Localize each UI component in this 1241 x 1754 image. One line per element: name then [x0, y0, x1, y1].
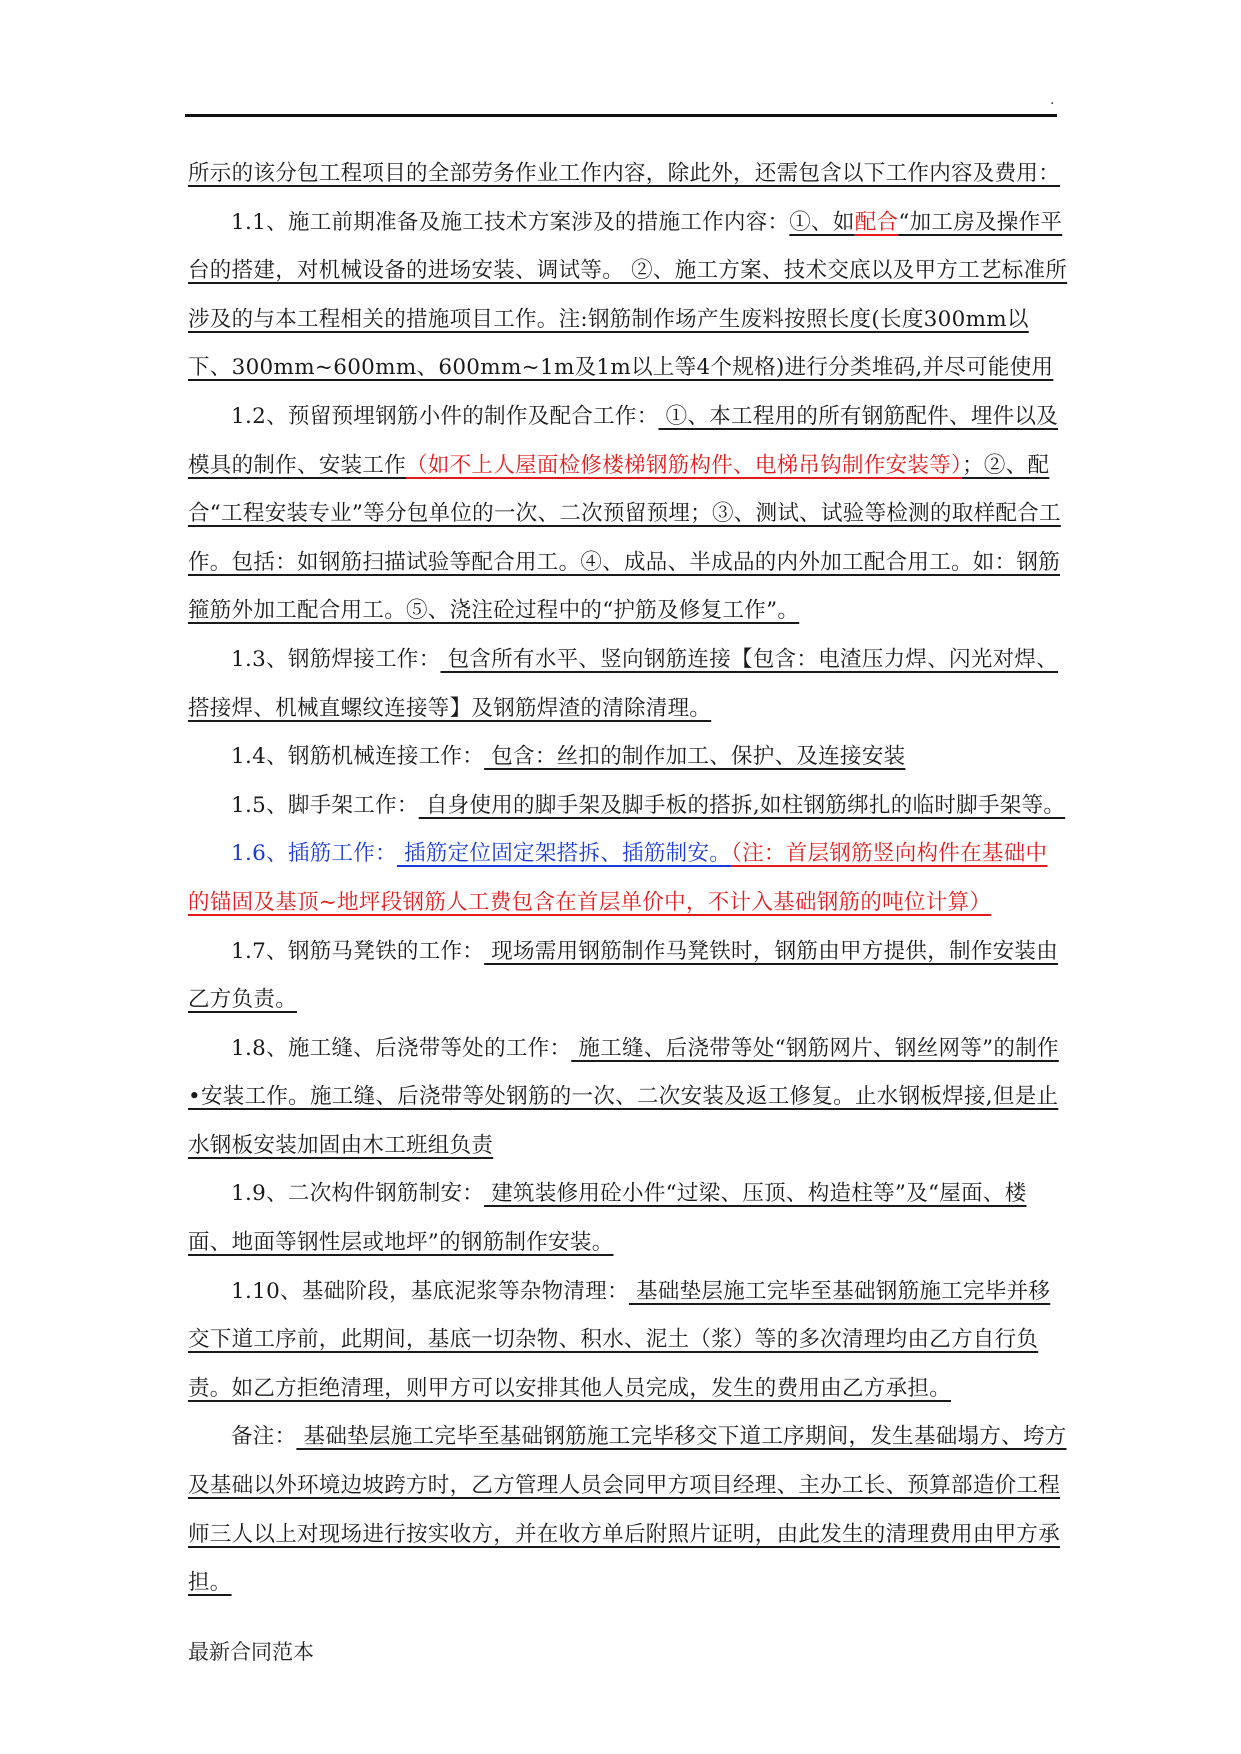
clause-heading: 1.4、钢筋机械连接工作： — [231, 744, 485, 770]
text-segment: 自身使用的脚手架及脚手板的搭拆,如柱钢筋绑扎的临时脚手架等。 — [418, 792, 1066, 818]
corner-mark: . — [1050, 92, 1055, 108]
clause-1-5 — [188, 782, 1068, 831]
clause-1-3 — [188, 636, 1068, 733]
clause-1-6 — [188, 830, 1068, 927]
clause-heading: 1.3、钢筋焊接工作： — [231, 646, 441, 672]
text-segment: 施工缝、后浇带等处“钢筋网片、钢丝网等”的制作•安装工作。施工缝、后浇带等处钢筋的一次、二次安装及返工修复。止水钢板焊接,但是止水钢板安装加固由木工班组负责 — [188, 1035, 1059, 1158]
remarks-heading: 备注： — [231, 1424, 297, 1450]
text-segment: 现场需用钢筋制作马凳铁时，钢筋由甲方提供，制作安装由乙方负责。 — [188, 938, 1059, 1013]
clause-heading: 1.2、预留预埋钢筋小件的制作及配合工作： — [231, 403, 659, 429]
text-segment: 所示的该分包工程项目的全部劳务作业工作内容，除此外，还需包含以下工作内容及费用： — [188, 161, 1061, 186]
clause-1-7 — [188, 928, 1068, 1025]
clause-heading: 1.10、基础阶段，基底泥浆等杂物清理： — [231, 1278, 629, 1304]
header-rule — [185, 114, 1057, 117]
highlight-text: （如不上人屋面检修楼梯钢筋构件、电梯吊钩制作安装等） — [406, 452, 963, 478]
remarks — [188, 1413, 1068, 1607]
clause-heading: 1.1、施工前期准备及施工技术方案涉及的措施工作内容： — [231, 209, 790, 235]
text-segment: 包含所有水平、竖向钢筋连接【包含：电渣压力焊、闪光对焊、搭接焊、机械直螺纹连接等】及钢筋焊渣的清除清理。 — [188, 646, 1059, 721]
clause-heading: 1.5、脚手架工作： — [231, 792, 419, 818]
text-segment: ；②、配合“工程安装专业”等分包单位的一次、二次预留预埋；③、测试、试验等检测的取样配合工作。包括：如钢筋扫描试验等配合用工。④、成品、半成品的内外加工配合用工。如：钢筋箍筋外加工配合用工。⑤、浇注砼过程中的“护筋及修复工作”。 — [188, 452, 1061, 624]
highlight-text: 配合 — [854, 209, 899, 235]
clause-1-2 — [188, 393, 1068, 636]
clause-heading: 1.6、插筋工作： — [231, 841, 397, 867]
text-segment: 基础垫层施工完毕至基础钢筋施工完毕并移交下道工序前，此期间，基底一切杂物、积水、泥土（浆）等的多次清理均由乙方自行负责。如乙方拒绝清理，则甲方可以安排其他人员完成，发生的费用由乙方承担。 — [188, 1278, 1051, 1401]
clause-1-9 — [188, 1170, 1068, 1267]
clause-1-8 — [188, 1025, 1068, 1171]
clause-heading: 1.8、施工缝、后浇带等处的工作： — [231, 1035, 572, 1061]
text-segment: 基础垫层施工完毕至基础钢筋施工完毕移交下道工序期间，发生基础塌方、垮方及基础以外环境边坡跨方时，乙方管理人员会同甲方项目经理、主办工长、预算部造价工程师三人以上对现场进行按实收方，并在收方单后附照片证明，由此发生的清理费用由甲方承担。 — [188, 1424, 1067, 1596]
clause-1-4 — [188, 733, 1068, 782]
clause-1-1 — [188, 199, 1068, 393]
clause-heading: 1.9、二次构件钢筋制安： — [231, 1181, 485, 1207]
text-segment: ①、如 — [789, 209, 855, 235]
text-segment: 包含：丝扣的制作加工、保护、及连接安装 — [484, 744, 906, 770]
paragraph-intro — [188, 150, 1068, 199]
clause-1-10 — [188, 1268, 1068, 1414]
text-segment: 插筋定位固定架搭拆、插筋制安。 — [396, 841, 732, 867]
text-segment: “加工房及操作平台的搭建，对机械设备的进场安装、调试等。 ②、施工方案、技术交底以及甲方工艺标准所涉及的与本工程相关的措施项目工作。注:钢筋制作场产生废料按照长度(长度300mm以下、300mm~600mm、600mm~1m及1m以上等4个规格)进行分类堆码,并尽可能使用 — [188, 209, 1068, 381]
page-footer: 最新合同范本 — [188, 1640, 314, 1664]
text-segment: ①、本工程用的所有钢筋配件、埋件以及模具的制作、安装工作 — [188, 403, 1059, 478]
document-body — [188, 150, 1068, 1608]
highlight-text: （注：首层钢筋竖向构件在基础中的锚固及基顶~地坪段钢筋人工费包含在首层单价中，不计入基础钢筋的吨位计算） — [188, 841, 1048, 915]
text-segment: 建筑装修用砼小件“过梁、压顶、构造柱等”及“屋面、楼面、地面等钢性层或地坪”的钢筋制作安装。 — [188, 1181, 1027, 1256]
clause-heading: 1.7、钢筋马凳铁的工作： — [231, 938, 485, 964]
